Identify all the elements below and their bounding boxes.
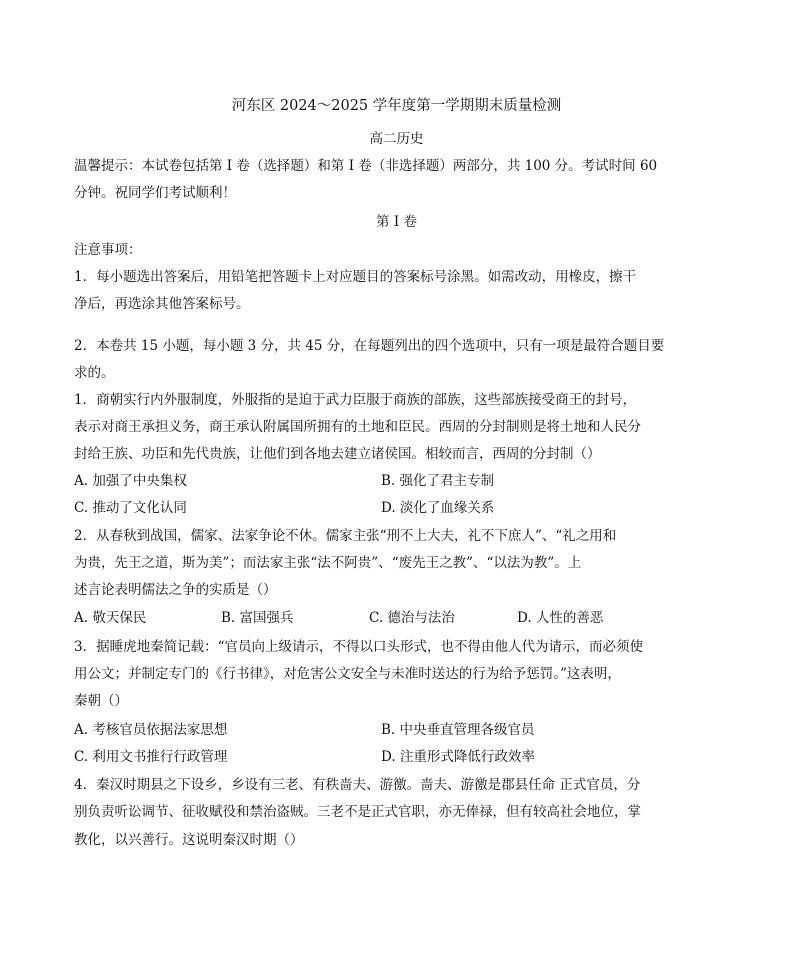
question-2-line-1: 2．从春秋到战国，儒家、法家争论不休。儒家主张“刑不上大夫，礼不下庶人”、“礼之用和	[74, 528, 617, 544]
question-1-option-a: A. 加强了中央集权	[74, 473, 187, 489]
question-1-option-d: D. 淡化了血缘关系	[381, 500, 495, 516]
question-3-option-c: C. 利用文书推行行政管理	[74, 749, 228, 765]
question-1-line-3: 封给王族、功臣和先代贵族，让他们到各地去建立诸侯国。相较而言，西周的分封制（）	[74, 446, 601, 462]
question-2-option-d: D. 人性的善恶	[517, 610, 604, 626]
question-4-line-1: 4．秦汉时期县之下设乡，乡设有三老、有秩啬夫、游徼。啬夫、游徼是郡县任命 正式官员，分	[74, 777, 641, 793]
exam-title: 河东区 2024～2025 学年度第一学期期末质量检测	[231, 98, 562, 114]
question-1-option-b: B. 强化了君主专制	[381, 473, 495, 489]
question-4-line-2: 别负责听讼调节、征收赋役和禁治盗贼。三老不是正式官职，亦无俸禄，但有较高社会地位，掌	[74, 804, 641, 820]
subject-title: 高二历史	[369, 131, 424, 147]
section-label: 第 Ⅰ 卷	[376, 214, 417, 230]
instructions-heading: 注意事项：	[74, 242, 142, 258]
question-1-line-1: 1．商朝实行内外服制度，外服指的是迫于武力臣服于商族的部族，这些部族接受商王的封号，	[74, 392, 637, 408]
question-3-line-2: 用公文；并制定专门的《行书律》，对危害公文安全与未准时送达的行为给予惩罚。”这表明，	[74, 666, 621, 682]
notice-line-1: 温馨提示：本试卷包括第 Ⅰ 卷（选择题）和第 Ⅰ 卷（非选择题）两部分，共 100 分。考试时间 60	[74, 158, 658, 174]
instruction-2-line-1: 2．本卷共 15 小题，每小题 3 分，共 45 分，在每题列出的四个选项中，只有一项是最符合题目要	[74, 338, 665, 354]
notice-line-2: 分钟。祝同学们考试顺利！	[74, 185, 236, 201]
question-1-line-2: 表示对商王承担义务，商王承认附属国所拥有的土地和臣民。西周的分封制则是将土地和人民分	[74, 419, 641, 435]
question-2-option-b: B. 富国强兵	[221, 610, 294, 626]
question-3-line-3: 秦朝（）	[74, 693, 128, 709]
instruction-1-line-2: 净后，再选涂其他答案标号。	[74, 296, 250, 312]
question-3-option-a: A. 考核官员依据法家思想	[74, 722, 228, 738]
question-3-option-d: D. 注重形式降低行政效率	[381, 749, 535, 765]
question-2-line-3: 述言论表明儒法之争的实质是（）	[74, 582, 277, 598]
instruction-2-line-2: 求的。	[74, 365, 115, 381]
question-2-option-a: A. 敬天保民	[74, 610, 147, 626]
question-1-option-c: C. 推动了文化认同	[74, 500, 187, 516]
question-4-line-3: 教化，以兴善行。这说明秦汉时期（）	[74, 832, 304, 848]
question-2-line-2: 为贵，先王之道，斯为美”；而法家主张“法不阿贵”、“废先王之教”、“以法为教”。上	[74, 555, 582, 571]
instruction-1-line-1: 1．每小题选出答案后，用铅笔把答题卡上对应题目的答案标号涂黑。如需改动，用橡皮，擦干	[74, 269, 637, 285]
question-3-line-1: 3．据睡虎地秦简记载：“官员向上级请示，不得以口头形式，也不得由他人代为请示，而必须使	[74, 639, 643, 655]
question-3-option-b: B. 中央垂直管理各级官员	[381, 722, 535, 738]
question-2-option-c: C. 德治与法治	[369, 610, 455, 626]
